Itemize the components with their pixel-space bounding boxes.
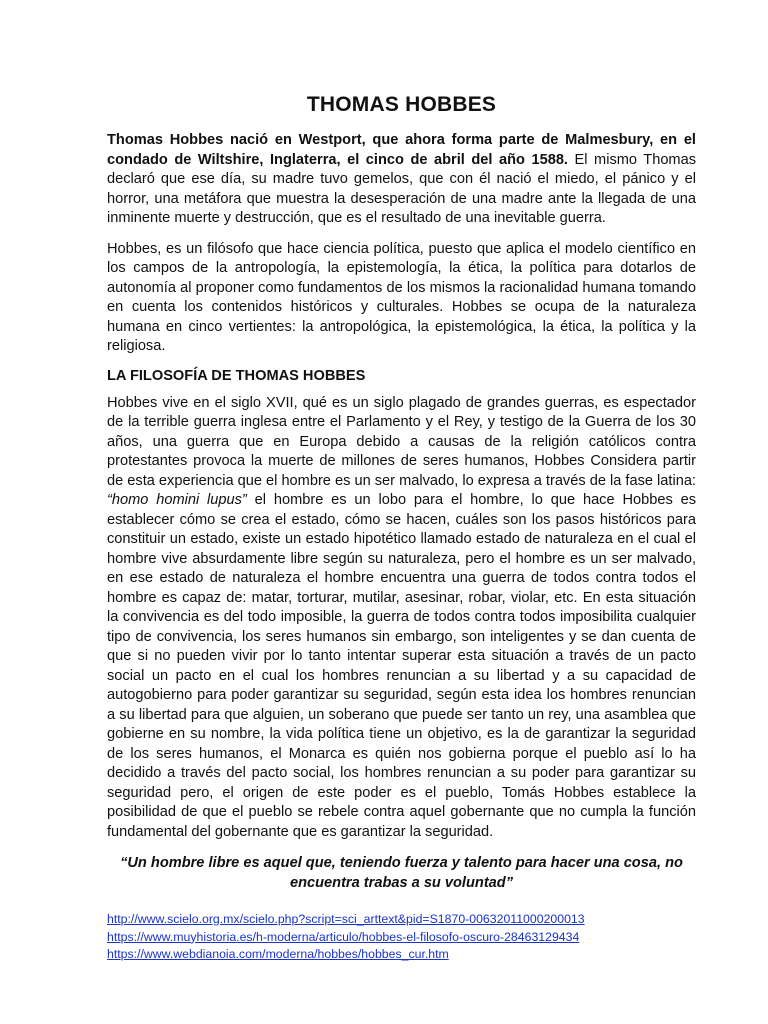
paragraph-3-after: el hombre es un lobo para el hombre, lo que hace Hobbes es establecer cómo se crea el estado, cómo se hacen, cuáles son los pasos históricos para constituir un estado, existe un estado hipotético llamado estado de naturaleza en el cual el hombre vive absurdamente libre según su naturaleza, pero el hombre es un ser malvado, en ese estado de naturaleza el hombre encuentra una guerra de todos contra todos el hombre es capaz de: matar, torturar, mutilar, asesinar, robar, violar, etc. En esta situación la convivencia es del todo imposible, la guerra de todos contra todos imposibilita cualquier tipo de convivencia, los seres humanos sin embargo, son inteligentes y se dan cuenta de que si no pueden vivir por lo tanto intentar superar esta situación a través de un pacto social un pacto en el cual los hombres renuncian a su libertad y a su capacidad de autogobierno para poder garantizar su seguridad, según esta idea los hombres renuncian a su libertad para que alguien, un soberano que puede ser tanto un rey, una asamblea que gobierne en su nombre, la vida política tiene un objetivo, es la de garantizar la seguridad de los seres humanos, el Monarca es quién nos gobierna porque el pueblo así lo ha decidido a través del pacto social, los hombres renuncian a su poder para garantizar su seguridad pero, el origen de este poder es el pueblo, Tomás Hobbes establece la posibilidad de que el pueblo se rebele contra aquel gobernante que no cumpla la función fundamental del gobernante que es garantizar la seguridad. (107, 492, 696, 840)
paragraph-3-before: Hobbes vive en el siglo XVII, qué es un siglo plagado de grandes guerras, es espectador de la terrible guerra inglesa entre el Parlamento y el Rey, y testigo de la Guerra de los 30 años, una guerra que en Europa debido a causas de la religión católicos contra protestantes provoca la muerte de millones de seres humanos, Hobbes Considera partir de esta experiencia que el hombre es un ser malvado, lo expresa a través de la fase latina: (107, 394, 696, 489)
intro-rest-text: El mismo Thomas declaró que ese día, su madre tuvo gemelos, que con él nació el miedo, el pánico y el horror, una metáfora que muestra la desesperación de una madre ante la llegada de una inminente muerte y destrucción, que es el resultado de una inevitable guerra. (107, 151, 697, 226)
quote-line-1: “Un hombre libre es aquel que, teniendo fuerza y talento para hacer una cosa, no (120, 855, 683, 871)
reference-link-webdianoia[interactable]: https://www.webdianoia.com/moderna/hobbes/hobbes_cur.htm (107, 947, 449, 961)
section-heading: LA FILOSOFÍA DE THOMAS HOBBES (107, 367, 366, 384)
quote-line-2: encuentra trabas a su voluntad” (289, 874, 514, 891)
closing-quote (107, 854, 696, 893)
reference-links (107, 911, 696, 964)
paragraph-2: Hobbes, es un filósofo que hace ciencia política, puesto que aplica el modelo científico en los campos de la antropología, la epistemología, la ética, la política para dotarlos de autonomía al proponer como fundamentos de los mismos la racionalidad humana tomando en cuenta los contenidos históricos y culturales. Hobbes se ocupa de la naturaleza humana en cinco vertientes: la antropológica, la epistemológica, la ética, la política y la religiosa. (107, 240, 696, 354)
paragraph-3 (107, 394, 696, 843)
document-title: THOMAS HOBBES (306, 93, 497, 116)
reference-link-muyhistoria[interactable]: https://www.muyhistoria.es/h-moderna/articulo/hobbes-el-filosofo-oscuro-28463129434 (107, 929, 580, 944)
latin-phrase: “homo homini lupus” (107, 492, 247, 508)
intro-paragraph (107, 131, 696, 229)
intro-bold-text: Thomas Hobbes nació en Westport, que ahora forma parte de Malmesbury, en el condado de Wiltshire, Inglaterra, el cinco de abril del año 1588. (107, 132, 696, 168)
reference-link-scielo[interactable]: http://www.scielo.org.mx/scielo.php?script=sci_arttext&pid=S1870-00632011000200013 (107, 912, 585, 926)
